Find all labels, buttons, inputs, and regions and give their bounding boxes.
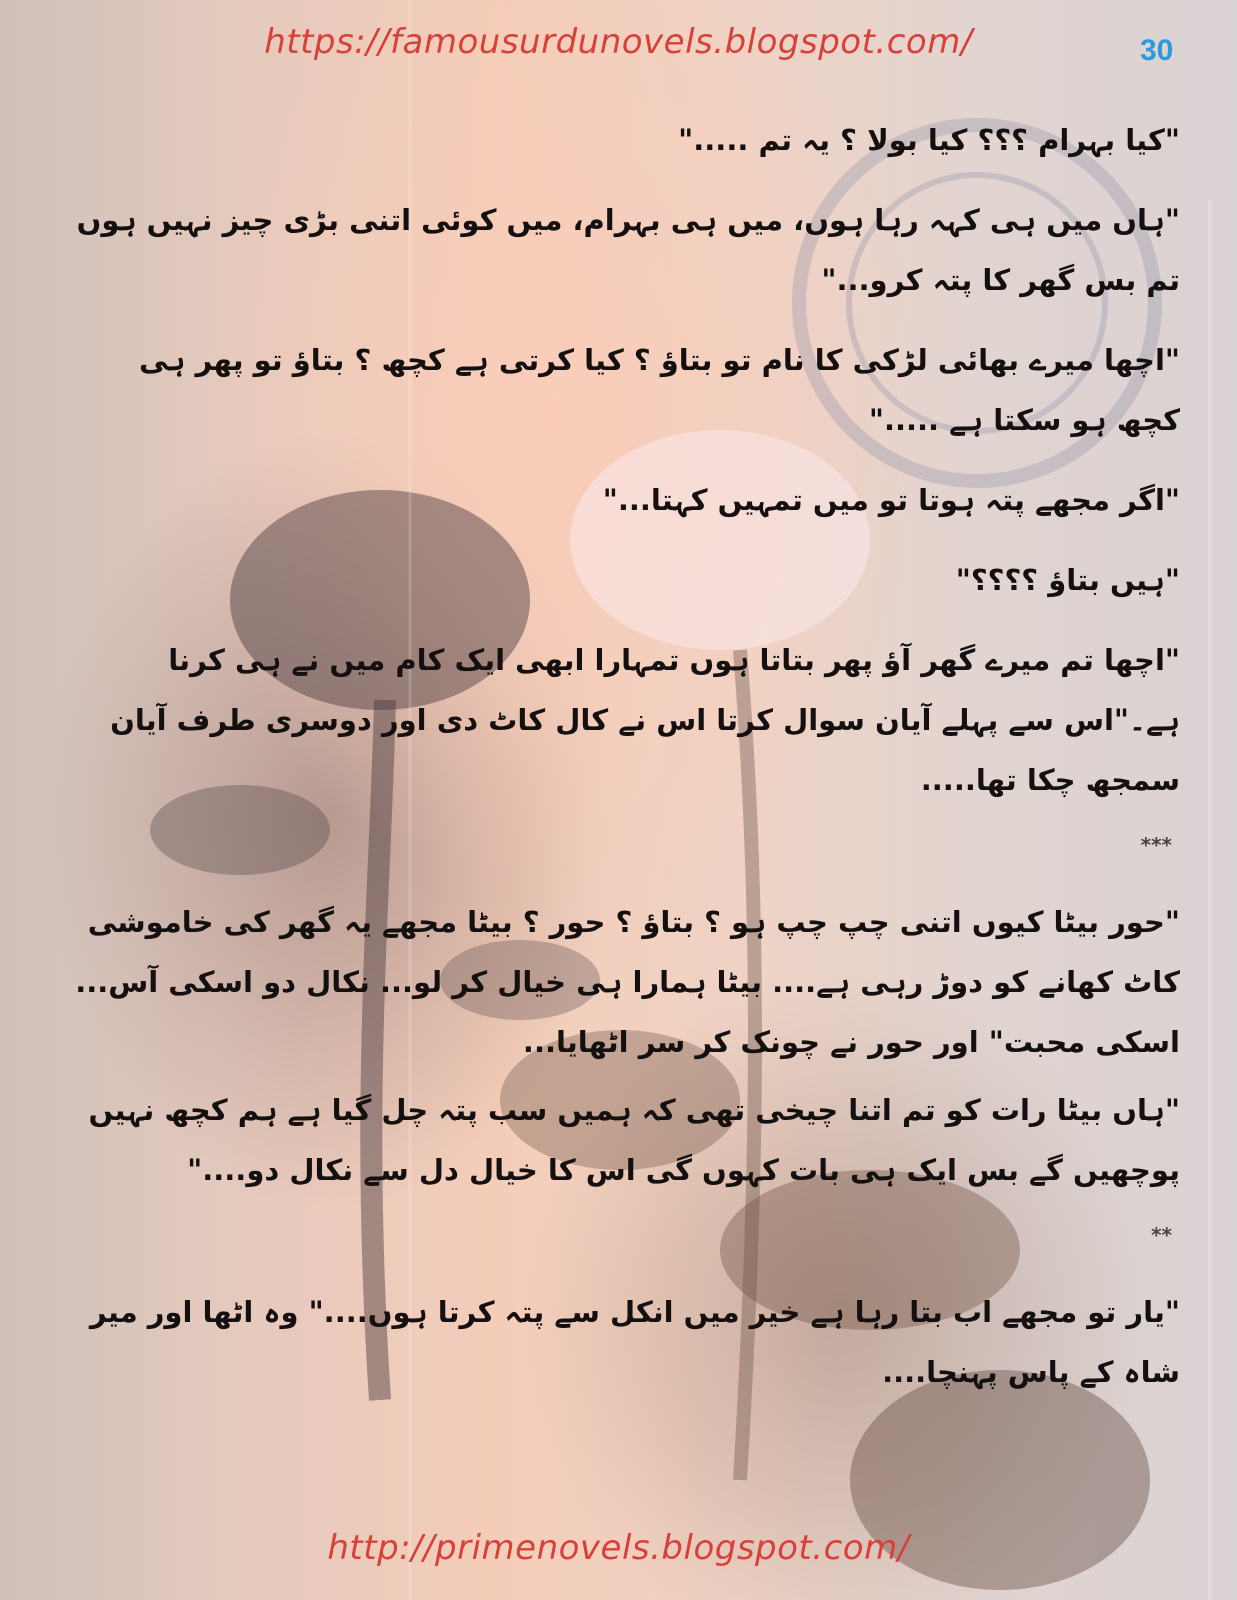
- page-number: 30: [1140, 34, 1174, 67]
- paragraph: "ہیں بتاؤ ؟؟؟؟": [955, 563, 1180, 597]
- paragraph: "ہاں بیٹا رات کو تم اتنا چیخی تھی کہ ہمیں سب پتہ چل گیا ہے ہم کچھ نہیں پوچھیں گے بس ایک ہی بات کہوں گی اس کا خیال دل سے نکال دو....": [88, 1093, 1180, 1187]
- header-blog-url[interactable]: https://famousurdunovels.blogspot.com/: [264, 22, 973, 62]
- paragraph: "کیا بہرام ؟؟؟ کیا بولا ؟ یہ تم .....": [678, 123, 1180, 157]
- paragraph: "یار تو مجھے اب بتا رہا ہے خیر میں انکل سے پتہ کرتا ہوں...." وہ اٹھا اور میر شاہ کے پاس پہنچا....: [89, 1295, 1180, 1389]
- paragraph: "اگر مجھے پتہ ہوتا تو میں تمہیں کہتا...": [602, 483, 1180, 517]
- scene-separator: **: [1151, 1223, 1172, 1247]
- paragraph: "اچھا میرے بھائی لڑکی کا نام تو بتاؤ ؟ کیا کرتی ہے کچھ ؟ بتاؤ تو پھر ہی کچھ ہو سکتا ہے .....": [139, 343, 1180, 437]
- paragraph: "حور بیٹا کیوں اتنی چپ چپ ہو ؟ بتاؤ ؟ حور ؟ بیٹا مجھے یہ گھر کی خاموشی کاٹ کھانے کو دوڑ رہی ہے.... بیٹا ہمارا ہی خیال کر لو... نکال دو اسکی آس... اسکی محبت" اور حور نے چونک کر سر اٹھایا...: [75, 905, 1180, 1059]
- paragraph: "ہاں میں ہی کہہ رہا ہوں، میں ہی بہرام، میں کوئی اتنی بڑی چیز نہیں ہوں تم بس گھر کا پتہ کرو...": [76, 203, 1180, 297]
- footer-blog-url[interactable]: http://primenovels.blogspot.com/: [327, 1528, 910, 1568]
- novel-text: [70, 110, 1180, 1422]
- scene-separator: ***: [1140, 833, 1172, 857]
- paragraph: "اچھا تم میرے گھر آؤ پھر بتاتا ہوں تمہارا ابھی ایک کام میں نے ہی کرنا ہے۔"اس سے پہلے آیان سوال کرتا اس نے کال کاٹ دی اور دوسری طرف آیان سمجھ چکا تھا.....: [110, 643, 1180, 797]
